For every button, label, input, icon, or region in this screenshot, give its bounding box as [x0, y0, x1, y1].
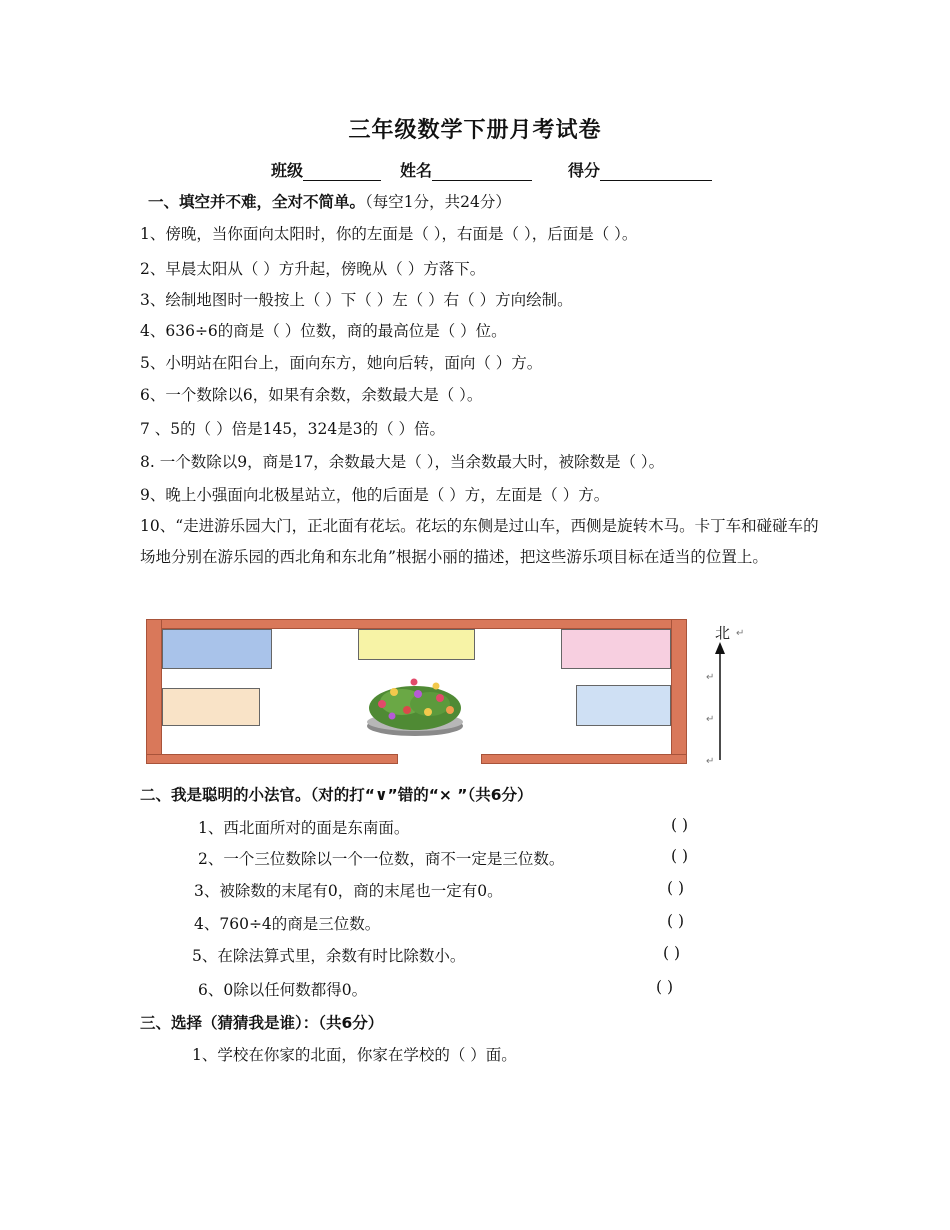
section1-heading-text: 一、填空并不难，全对不简单。: [148, 193, 366, 211]
map-wall-top: [146, 619, 687, 629]
return-mark-1: ↵: [736, 628, 745, 639]
name-blank[interactable]: [432, 163, 532, 181]
s1-question-9: 9、晚上小强面向北极星站立，他的后面是（ ）方，左面是（ ）方。: [140, 486, 610, 504]
ride-slot-west[interactable]: [162, 688, 260, 726]
park-map: [146, 619, 687, 764]
section3-heading: 三、选择（猜猜我是谁）：（共6分）: [140, 1014, 384, 1032]
ride-slot-northeast[interactable]: [561, 629, 671, 669]
class-label: 班级: [271, 161, 304, 180]
s2-answer-4[interactable]: ( ): [667, 912, 685, 930]
class-field: [271, 158, 381, 181]
section2-heading: 二、我是聪明的小法官。（对的打“∨”错的“× ”（共6分）: [140, 786, 533, 804]
map-wall-right: [671, 619, 687, 764]
s2-question-6: 6、0除以任何数都得0。: [198, 981, 368, 999]
s2-question-4: 4、760÷4的商是三位数。: [194, 915, 381, 933]
s1-question-10: 10、“走进游乐园大门，正北面有花坛。花坛的东侧是过山车，西侧是旋转木马。卡丁车和碰碰车的场地分别在游乐园的西北角和东北角”根据小丽的描述，把这些游乐项目标在适当的位置上。: [140, 517, 819, 566]
s1-question-1: 1、傍晚，当你面向太阳时，你的左面是（ ），右面是（ ），后面是（ ）。: [140, 225, 638, 243]
section1-heading: [148, 190, 511, 212]
s1-question-7: 7 、5的（ ）倍是145，324是3的（ ）倍。: [140, 420, 446, 438]
s2-answer-2[interactable]: ( ): [671, 847, 689, 865]
map-wall-left: [146, 619, 162, 764]
north-arrow-icon: [714, 642, 726, 762]
s2-answer-6[interactable]: ( ): [656, 978, 674, 996]
class-blank[interactable]: [303, 163, 381, 181]
s2-answer-5[interactable]: ( ): [663, 944, 681, 962]
return-mark-3: ↵: [706, 714, 715, 725]
score-label: 得分: [568, 161, 601, 180]
s2-answer-1[interactable]: ( ): [671, 816, 689, 834]
s1-question-3: 3、绘制地图时一般按上（ ）下（ ）左（ ）右（ ）方向绘制。: [140, 291, 573, 309]
name-label: 姓名: [400, 161, 433, 180]
map-wall-bottom-right: [481, 754, 687, 764]
score-blank[interactable]: [600, 163, 712, 181]
score-field: [568, 158, 712, 181]
s1-question-6: 6、一个数除以6，如果有余数，余数最大是（ ）。: [140, 386, 483, 404]
s1-question-4: 4、636÷6的商是（ ）位数，商的最高位是（ ）位。: [140, 322, 507, 340]
ride-slot-northwest[interactable]: [162, 629, 272, 669]
s1-question-2: 2、早晨太阳从（ ）方升起，傍晚从（ ）方落下。: [140, 260, 486, 278]
s2-answer-3[interactable]: ( ): [667, 879, 685, 897]
s2-question-5: 5、在除法算式里，余数有时比除数小。: [192, 947, 466, 965]
s1-question-5: 5、小明站在阳台上，面向东方，她向后转，面向（ ）方。: [140, 354, 543, 372]
flower-bed-icon: [362, 674, 468, 740]
s2-question-1: 1、西北面所对的面是东南面。: [198, 819, 410, 837]
s2-question-2: 2、一个三位数除以一个一位数，商不一定是三位数。: [198, 850, 565, 868]
name-field: [400, 158, 532, 181]
north-indicator: [708, 622, 748, 772]
s3-question-1: 1、学校在你家的北面，你家在学校的（ ）面。: [192, 1046, 517, 1064]
north-label: 北: [715, 624, 731, 642]
section1-note: （每空1分，共24分）: [365, 193, 511, 211]
ride-slot-north[interactable]: [358, 629, 475, 660]
page-title: 三年级数学下册月考试卷: [348, 118, 602, 143]
map-wall-bottom-left: [146, 754, 398, 764]
return-mark-2: ↵: [706, 672, 715, 683]
s2-question-3: 3、被除数的末尾有0，商的末尾也一定有0。: [194, 882, 503, 900]
return-mark-4: ↵: [706, 756, 715, 767]
ride-slot-east[interactable]: [576, 685, 671, 726]
s1-question-8: 8. 一个数除以9，商是17，余数最大是（ ），当余数最大时，被除数是（ ）。: [140, 453, 665, 471]
